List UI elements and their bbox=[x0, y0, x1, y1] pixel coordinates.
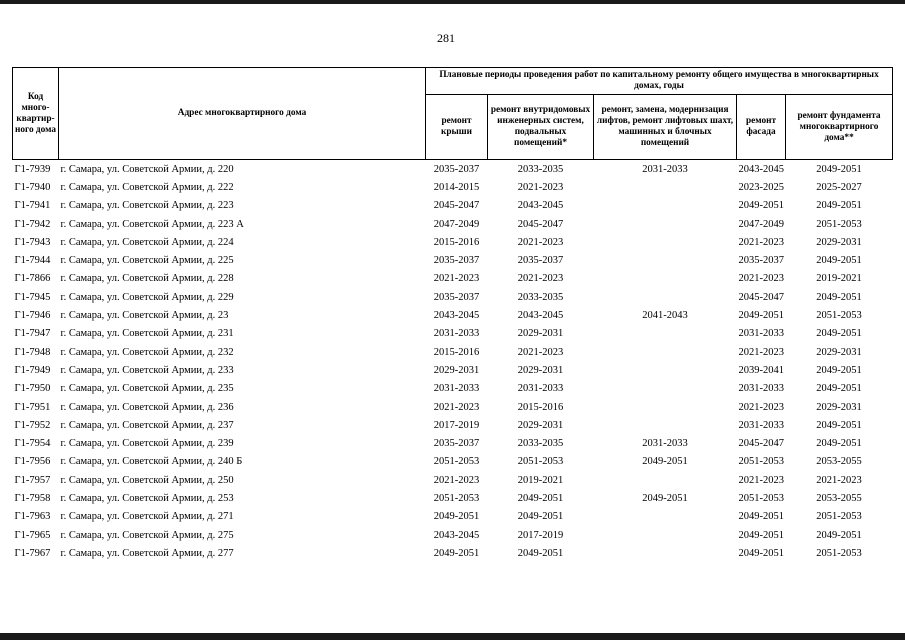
cell-elevators bbox=[594, 197, 737, 215]
cell-code: Г1-7940 bbox=[14, 181, 51, 193]
cell-facade: 2021-2023 bbox=[738, 474, 784, 486]
cell-engineering: 2017-2019 bbox=[517, 529, 564, 541]
header-roof: ремонт крыши bbox=[426, 95, 488, 160]
cell-elevators bbox=[594, 361, 737, 379]
table-row bbox=[13, 471, 893, 489]
cell-engineering: 2029-2031 bbox=[517, 328, 564, 340]
cell-code: Г1-7946 bbox=[14, 310, 51, 322]
cell-engineering: 2033-2035 bbox=[517, 163, 564, 175]
cell-code: Г1-7945 bbox=[14, 291, 51, 303]
cell-address: г. Самара, ул. Советской Армии, д. 277 bbox=[60, 547, 234, 559]
table-row bbox=[13, 288, 893, 306]
cell-foundation: 2049-2051 bbox=[816, 419, 862, 431]
cell-engineering: 2049-2051 bbox=[517, 511, 564, 523]
table-row bbox=[13, 343, 893, 361]
cell-facade: 2023-2025 bbox=[738, 181, 784, 193]
cell-code: Г1-7956 bbox=[14, 456, 51, 468]
cell-elevators bbox=[594, 233, 737, 251]
cell-foundation: 2019-2021 bbox=[816, 273, 862, 285]
cell-address: г. Самара, ул. Советской Армии, д. 223 bbox=[60, 200, 234, 212]
cell-engineering: 2043-2045 bbox=[517, 310, 564, 322]
cell-foundation: 2049-2051 bbox=[816, 200, 862, 212]
cell-foundation: 2049-2051 bbox=[816, 364, 862, 376]
cell-facade: 2021-2023 bbox=[738, 346, 784, 358]
cell-foundation: 2029-2031 bbox=[816, 236, 862, 248]
cell-code: Г1-7941 bbox=[14, 200, 51, 212]
cell-code: Г1-7942 bbox=[14, 218, 51, 230]
cell-code: Г1-7947 bbox=[14, 328, 51, 340]
cell-engineering: 2043-2045 bbox=[517, 200, 564, 212]
cell-roof: 2051-2053 bbox=[433, 456, 480, 468]
cell-facade: 2021-2023 bbox=[738, 401, 784, 413]
table-row bbox=[13, 361, 893, 379]
cell-facade: 2049-2051 bbox=[738, 200, 784, 212]
cell-engineering: 2035-2037 bbox=[517, 255, 564, 267]
cell-foundation: 2049-2051 bbox=[816, 163, 862, 175]
header-foundation: ремонт фундамента многоквартирного дома** bbox=[786, 95, 893, 160]
cell-code: Г1-7952 bbox=[14, 419, 51, 431]
cell-facade: 2051-2053 bbox=[738, 456, 784, 468]
scan-bottom-edge bbox=[0, 633, 905, 640]
header-periods-group: Плановые периоды проведения работ по капитальному ремонту общего имущества в многоквартирных домах, годы bbox=[426, 68, 893, 95]
cell-roof: 2014-2015 bbox=[433, 181, 480, 193]
table-row bbox=[13, 251, 893, 269]
cell-address: г. Самара, ул. Советской Армии, д. 222 bbox=[60, 181, 234, 193]
cell-roof: 2031-2033 bbox=[433, 383, 480, 395]
table-row bbox=[13, 489, 893, 507]
table-row bbox=[13, 416, 893, 434]
cell-elevators bbox=[594, 270, 737, 288]
scan-top-edge bbox=[0, 0, 905, 4]
cell-engineering: 2019-2021 bbox=[517, 474, 564, 486]
cell-code: Г1-7944 bbox=[14, 255, 51, 267]
cell-roof: 2035-2037 bbox=[433, 255, 480, 267]
header-address: Адрес многоквартирного дома bbox=[59, 68, 426, 160]
cell-foundation: 2025-2027 bbox=[816, 181, 862, 193]
table-row bbox=[13, 380, 893, 398]
capital-repair-table bbox=[12, 67, 893, 563]
cell-address: г. Самара, ул. Советской Армии, д. 240 Б bbox=[60, 456, 243, 468]
cell-address: г. Самара, ул. Советской Армии, д. 220 bbox=[60, 163, 234, 175]
cell-engineering: 2045-2047 bbox=[517, 218, 564, 230]
cell-roof: 2015-2016 bbox=[433, 236, 480, 248]
table-row bbox=[13, 434, 893, 452]
cell-foundation: 2029-2031 bbox=[816, 346, 862, 358]
cell-address: г. Самара, ул. Советской Армии, д. 223 А bbox=[60, 218, 244, 230]
cell-roof: 2021-2023 bbox=[433, 401, 480, 413]
cell-address: г. Самара, ул. Советской Армии, д. 231 bbox=[60, 328, 234, 340]
cell-elevators: 2041-2043 bbox=[642, 310, 688, 322]
cell-facade: 2031-2033 bbox=[738, 419, 784, 431]
cell-address: г. Самара, ул. Советской Армии, д. 233 bbox=[60, 364, 234, 376]
cell-address: г. Самара, ул. Советской Армии, д. 250 bbox=[60, 474, 234, 486]
cell-address: г. Самара, ул. Советской Армии, д. 224 bbox=[60, 236, 234, 248]
cell-elevators bbox=[594, 471, 737, 489]
table-row bbox=[13, 270, 893, 288]
cell-code: Г1-7963 bbox=[14, 511, 51, 523]
cell-facade: 2049-2051 bbox=[738, 511, 784, 523]
header-engineering: ремонт внутридомовых инженерных систем, подвальных помещений* bbox=[488, 95, 594, 160]
cell-roof: 2045-2047 bbox=[433, 200, 480, 212]
cell-facade: 2021-2023 bbox=[738, 273, 784, 285]
cell-address: г. Самара, ул. Советской Армии, д. 232 bbox=[60, 346, 234, 358]
table-body bbox=[13, 160, 893, 563]
cell-roof: 2047-2049 bbox=[433, 218, 480, 230]
cell-code: Г1-7948 bbox=[14, 346, 51, 358]
table-row bbox=[13, 306, 893, 324]
cell-elevators bbox=[594, 398, 737, 416]
cell-elevators bbox=[594, 544, 737, 562]
cell-address: г. Самара, ул. Советской Армии, д. 239 bbox=[60, 438, 234, 450]
cell-roof: 2049-2051 bbox=[433, 547, 480, 559]
cell-foundation: 2053-2055 bbox=[816, 492, 862, 504]
cell-engineering: 2051-2053 bbox=[517, 456, 564, 468]
cell-address: г. Самара, ул. Советской Армии, д. 275 bbox=[60, 529, 234, 541]
table-row bbox=[13, 160, 893, 179]
cell-address: г. Самара, ул. Советской Армии, д. 23 bbox=[60, 310, 229, 322]
cell-code: Г1-7958 bbox=[14, 492, 51, 504]
cell-engineering: 2049-2051 bbox=[517, 492, 564, 504]
cell-code: Г1-7951 bbox=[14, 401, 51, 413]
cell-foundation: 2049-2051 bbox=[816, 291, 862, 303]
cell-roof: 2035-2037 bbox=[433, 291, 480, 303]
cell-foundation: 2021-2023 bbox=[816, 474, 862, 486]
cell-roof: 2043-2045 bbox=[433, 310, 480, 322]
cell-engineering: 2021-2023 bbox=[517, 346, 564, 358]
cell-engineering: 2021-2023 bbox=[517, 273, 564, 285]
header-elevators: ремонт, замена, модернизация лифтов, ремонт лифтовых шахт, машинных и блочных помещений bbox=[594, 95, 737, 160]
cell-facade: 2035-2037 bbox=[738, 255, 784, 267]
table-row bbox=[13, 453, 893, 471]
cell-elevators bbox=[594, 178, 737, 196]
cell-elevators: 2031-2033 bbox=[642, 163, 688, 175]
cell-code: Г1-7965 bbox=[14, 529, 51, 541]
cell-address: г. Самара, ул. Советской Армии, д. 228 bbox=[60, 273, 234, 285]
cell-roof: 2015-2016 bbox=[433, 346, 480, 358]
table-row bbox=[13, 197, 893, 215]
cell-address: г. Самара, ул. Советской Армии, д. 225 bbox=[60, 255, 234, 267]
cell-code: Г1-7949 bbox=[14, 364, 51, 376]
cell-code: Г1-7866 bbox=[14, 273, 51, 285]
cell-roof: 2031-2033 bbox=[433, 328, 480, 340]
cell-address: г. Самара, ул. Советской Армии, д. 271 bbox=[60, 511, 234, 523]
table-row bbox=[13, 508, 893, 526]
cell-engineering: 2021-2023 bbox=[517, 181, 564, 193]
cell-foundation: 2051-2053 bbox=[816, 511, 862, 523]
cell-foundation: 2029-2031 bbox=[816, 401, 862, 413]
cell-elevators bbox=[594, 251, 737, 269]
cell-foundation: 2051-2053 bbox=[816, 310, 862, 322]
table-row bbox=[13, 233, 893, 251]
cell-facade: 2049-2051 bbox=[738, 547, 784, 559]
table-row bbox=[13, 325, 893, 343]
cell-elevators bbox=[594, 215, 737, 233]
cell-code: Г1-7950 bbox=[14, 383, 51, 395]
cell-facade: 2049-2051 bbox=[738, 529, 784, 541]
cell-facade: 2047-2049 bbox=[738, 218, 784, 230]
cell-elevators bbox=[594, 380, 737, 398]
cell-roof: 2021-2023 bbox=[433, 474, 480, 486]
cell-foundation: 2053-2055 bbox=[816, 456, 862, 468]
cell-facade: 2031-2033 bbox=[738, 383, 784, 395]
cell-foundation: 2049-2051 bbox=[816, 529, 862, 541]
cell-roof: 2051-2053 bbox=[433, 492, 480, 504]
cell-facade: 2031-2033 bbox=[738, 328, 784, 340]
cell-roof: 2049-2051 bbox=[433, 511, 480, 523]
cell-code: Г1-7943 bbox=[14, 236, 51, 248]
cell-code: Г1-7954 bbox=[14, 438, 51, 450]
cell-foundation: 2049-2051 bbox=[816, 255, 862, 267]
cell-elevators bbox=[594, 416, 737, 434]
cell-elevators bbox=[594, 526, 737, 544]
cell-roof: 2017-2019 bbox=[433, 419, 480, 431]
cell-elevators: 2031-2033 bbox=[642, 438, 688, 450]
cell-engineering: 2029-2031 bbox=[517, 419, 564, 431]
cell-foundation: 2049-2051 bbox=[816, 438, 862, 450]
cell-facade: 2021-2023 bbox=[738, 236, 784, 248]
cell-engineering: 2015-2016 bbox=[517, 401, 564, 413]
cell-code: Г1-7967 bbox=[14, 547, 51, 559]
cell-engineering: 2049-2051 bbox=[517, 547, 564, 559]
header-facade: ремонт фасада bbox=[737, 95, 786, 160]
table-row bbox=[13, 526, 893, 544]
cell-facade: 2045-2047 bbox=[738, 438, 784, 450]
cell-elevators bbox=[594, 325, 737, 343]
cell-elevators: 2049-2051 bbox=[642, 492, 688, 504]
cell-address: г. Самара, ул. Советской Армии, д. 229 bbox=[60, 291, 234, 303]
cell-elevators bbox=[594, 508, 737, 526]
cell-foundation: 2051-2053 bbox=[816, 547, 862, 559]
cell-facade: 2043-2045 bbox=[738, 163, 784, 175]
cell-elevators bbox=[594, 288, 737, 306]
cell-roof: 2043-2045 bbox=[433, 529, 480, 541]
cell-address: г. Самара, ул. Советской Армии, д. 253 bbox=[60, 492, 234, 504]
cell-engineering: 2029-2031 bbox=[517, 364, 564, 376]
cell-code: Г1-7939 bbox=[14, 163, 51, 175]
cell-roof: 2029-2031 bbox=[433, 364, 480, 376]
cell-facade: 2049-2051 bbox=[738, 310, 784, 322]
cell-foundation: 2051-2053 bbox=[816, 218, 862, 230]
cell-address: г. Самара, ул. Советской Армии, д. 237 bbox=[60, 419, 234, 431]
cell-roof: 2021-2023 bbox=[433, 273, 480, 285]
cell-facade: 2045-2047 bbox=[738, 291, 784, 303]
cell-foundation: 2049-2051 bbox=[816, 328, 862, 340]
cell-code: Г1-7957 bbox=[14, 474, 51, 486]
page-number: 281 bbox=[437, 31, 455, 45]
cell-engineering: 2033-2035 bbox=[517, 438, 564, 450]
cell-elevators: 2049-2051 bbox=[642, 456, 688, 468]
table-row bbox=[13, 178, 893, 196]
cell-engineering: 2033-2035 bbox=[517, 291, 564, 303]
cell-address: г. Самара, ул. Советской Армии, д. 236 bbox=[60, 401, 234, 413]
table-row bbox=[13, 398, 893, 416]
cell-engineering: 2031-2033 bbox=[517, 383, 564, 395]
cell-roof: 2035-2037 bbox=[433, 163, 480, 175]
cell-engineering: 2021-2023 bbox=[517, 236, 564, 248]
cell-address: г. Самара, ул. Советской Армии, д. 235 bbox=[60, 383, 234, 395]
cell-elevators bbox=[594, 343, 737, 361]
cell-roof: 2035-2037 bbox=[433, 438, 480, 450]
cell-facade: 2051-2053 bbox=[738, 492, 784, 504]
table-row bbox=[13, 544, 893, 562]
cell-foundation: 2049-2051 bbox=[816, 383, 862, 395]
cell-facade: 2039-2041 bbox=[738, 364, 784, 376]
header-code: Код много-квартир-ного дома bbox=[13, 68, 59, 160]
table-row bbox=[13, 215, 893, 233]
